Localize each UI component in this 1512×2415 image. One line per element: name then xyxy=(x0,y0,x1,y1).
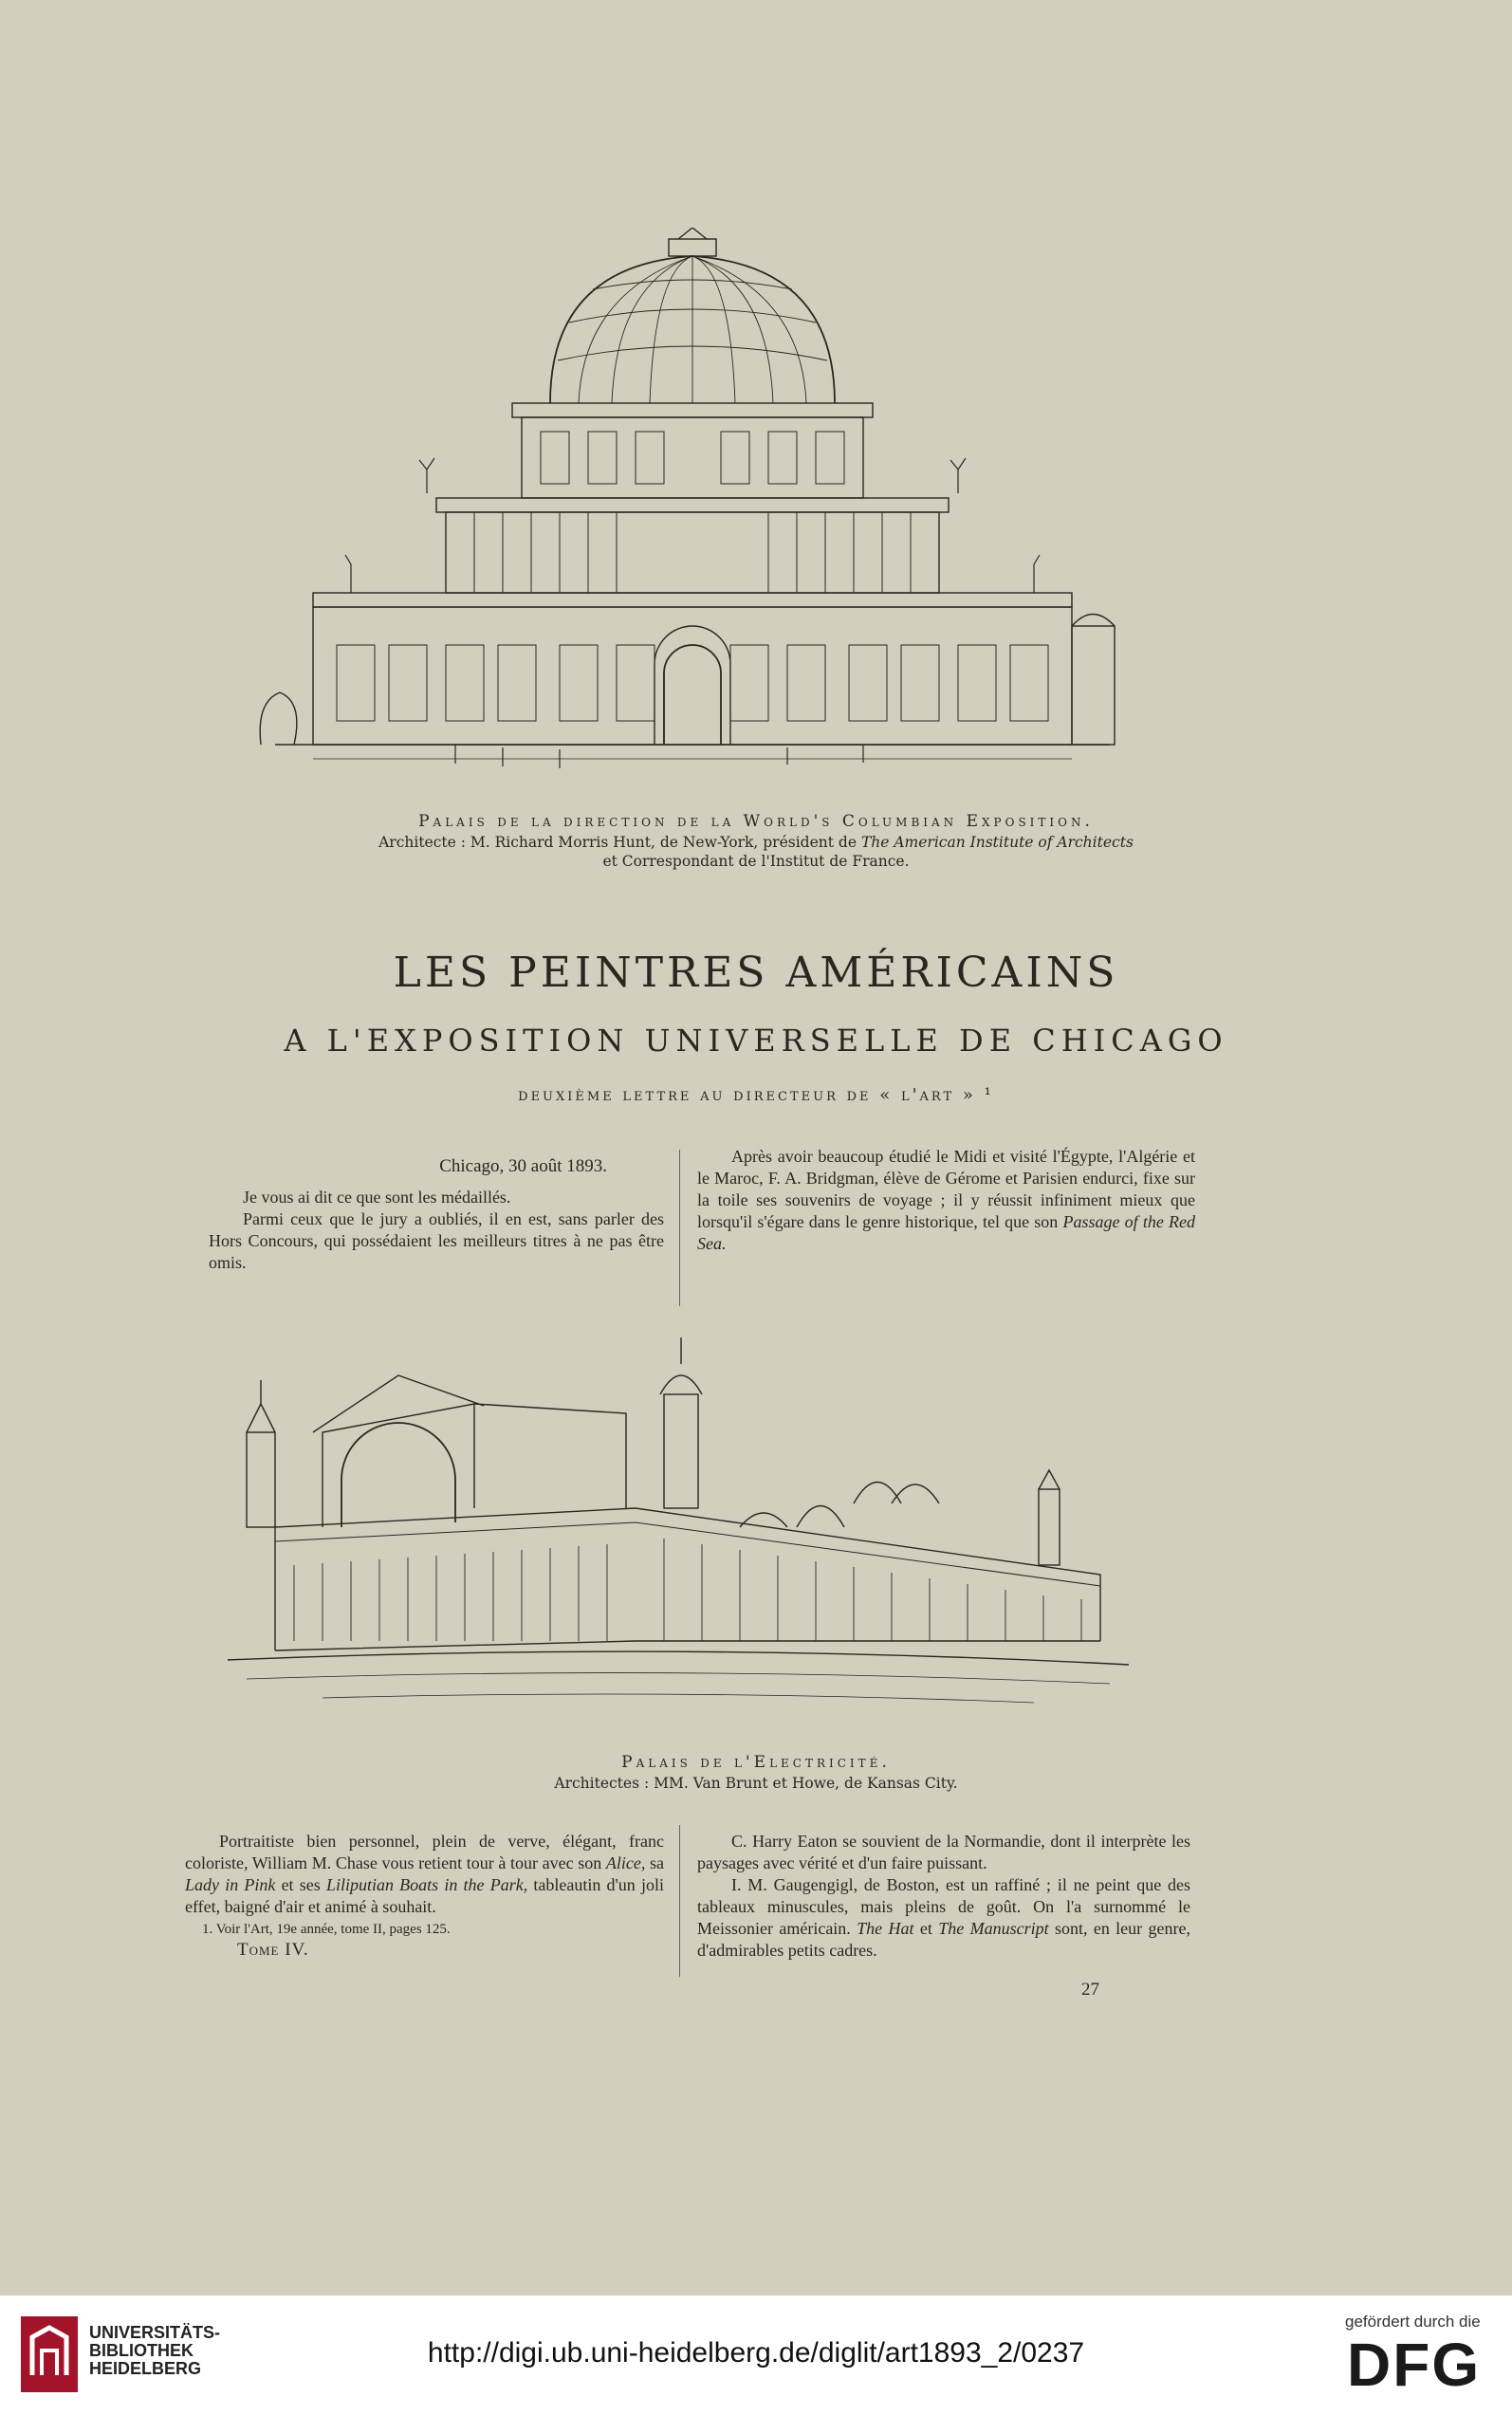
figure1-caption-architect xyxy=(190,833,1322,852)
electricity-building-illustration xyxy=(228,1337,1129,1736)
library-line2: BIBLIOTHEK xyxy=(89,2341,194,2360)
chase-paragraph xyxy=(185,1831,664,1918)
text: sa xyxy=(645,1853,664,1872)
footnote: 1. Voir l'Art, 19e année, tome II, pages 125. xyxy=(202,1922,451,1937)
lady-in-pink-title: Lady in Pink xyxy=(185,1875,276,1894)
paragraph: Parmi ceux que le jury a oubliés, il en est, sans parler des Hors Concours, qui possédaient les meilleurs titres à ne pas être omis. xyxy=(209,1209,664,1272)
figure1-caption-architect-text: Architecte : M. Richard Morris Hunt, de New-York, président de xyxy=(378,834,861,851)
digitization-footer xyxy=(0,2295,1512,2415)
page-number: 27 xyxy=(1081,1980,1099,2000)
tome-label: Tome IV. xyxy=(237,1940,309,1960)
text: et xyxy=(913,1919,939,1938)
section1-left-column xyxy=(209,1155,664,1274)
permalink-url[interactable]: http://digi.ub.uni-heidelberg.de/diglit/art1893_2/0237 xyxy=(427,2337,1085,2369)
section1-right-column xyxy=(697,1146,1195,1255)
the-manuscript-title: The Manuscript xyxy=(938,1919,1049,1938)
administration-building-illustration xyxy=(256,228,1129,778)
alice-title: Alice, xyxy=(605,1853,646,1872)
eaton-paragraph: C. Harry Eaton se souvient de la Normandie, dont il interprète les paysages avec vérité et d'un faire puissant. xyxy=(697,1832,1190,1872)
text: tableautin d'un joli effet, baigné d'air et animé à souhait. xyxy=(185,1875,664,1916)
liliputian-boats-title: Liliputian Boats in the Park, xyxy=(325,1875,528,1894)
section2-left-column xyxy=(185,1831,664,1961)
article-letter-line: deuxième lettre au directeur de « l'art » ¹ xyxy=(518,1085,994,1105)
gaugengigl-paragraph xyxy=(697,1874,1190,1962)
article-subtitle: A L'EXPOSITION UNIVERSELLE DE CHICAGO xyxy=(284,1023,1228,1059)
figure1-caption-title: Palais de la direction de la World's Columbian Exposition. xyxy=(418,812,1094,831)
article-title: LES PEINTRES AMÉRICAINS xyxy=(393,949,1119,997)
text: sont, en leur genre, d'admirables petits cadres. xyxy=(697,1919,1190,1960)
the-hat-title: The Hat xyxy=(857,1919,914,1938)
paragraph xyxy=(697,1146,1195,1255)
library-line3: HEIDELBERG xyxy=(89,2359,202,2378)
bridgman-text: Après avoir beaucoup étudié le Midi et visité l'Égypte, l'Algérie et le Maroc, F. A. Bridgman, élève de Gérome et Parisien endurci, fixe sur la toile ses souvenirs de voyage ; il y réussit infiniment mieux que lorsqu'il s'égare dans le genre historique, tel que son xyxy=(697,1147,1195,1231)
column-divider xyxy=(679,1825,680,1977)
section2-right-column xyxy=(697,1831,1190,1962)
figure1-caption-institute: The American Institute of Architects xyxy=(860,834,1134,851)
passage-red-sea-title: Passage of the Red Sea. xyxy=(697,1212,1195,1253)
figure2-caption-architects: Architectes : MM. Van Brunt et Howe, de Kansas City. xyxy=(554,1775,958,1792)
text: Portraitiste bien personnel, plein de verve, élégant, franc coloriste, William M. Chase vous retient tour à tour avec son xyxy=(185,1832,664,1872)
figure1-caption-correspondant: et Correspondant de l'Institut de France. xyxy=(602,853,910,870)
funding-caption: gefördert durch die xyxy=(1345,2313,1481,2331)
dateline: Chicago, 30 août 1893. xyxy=(439,1156,607,1176)
dfg-logo: DFG xyxy=(1347,2331,1482,2399)
text: et ses xyxy=(275,1875,326,1894)
text: I. M. Gaugengigl, de Boston, est un raffiné ; il ne peint que des tableaux minuscules, mais pleins de goût. On l'a surnommé le Meissonier américain. xyxy=(697,1875,1190,1938)
paragraph: Je vous ai dit ce que sont les médaillés. xyxy=(243,1188,511,1207)
column-divider xyxy=(679,1150,680,1306)
library-line1: UNIVERSITÄTS- xyxy=(89,2323,221,2342)
figure2-caption-title: Palais de l'Electricité. xyxy=(621,1753,891,1772)
